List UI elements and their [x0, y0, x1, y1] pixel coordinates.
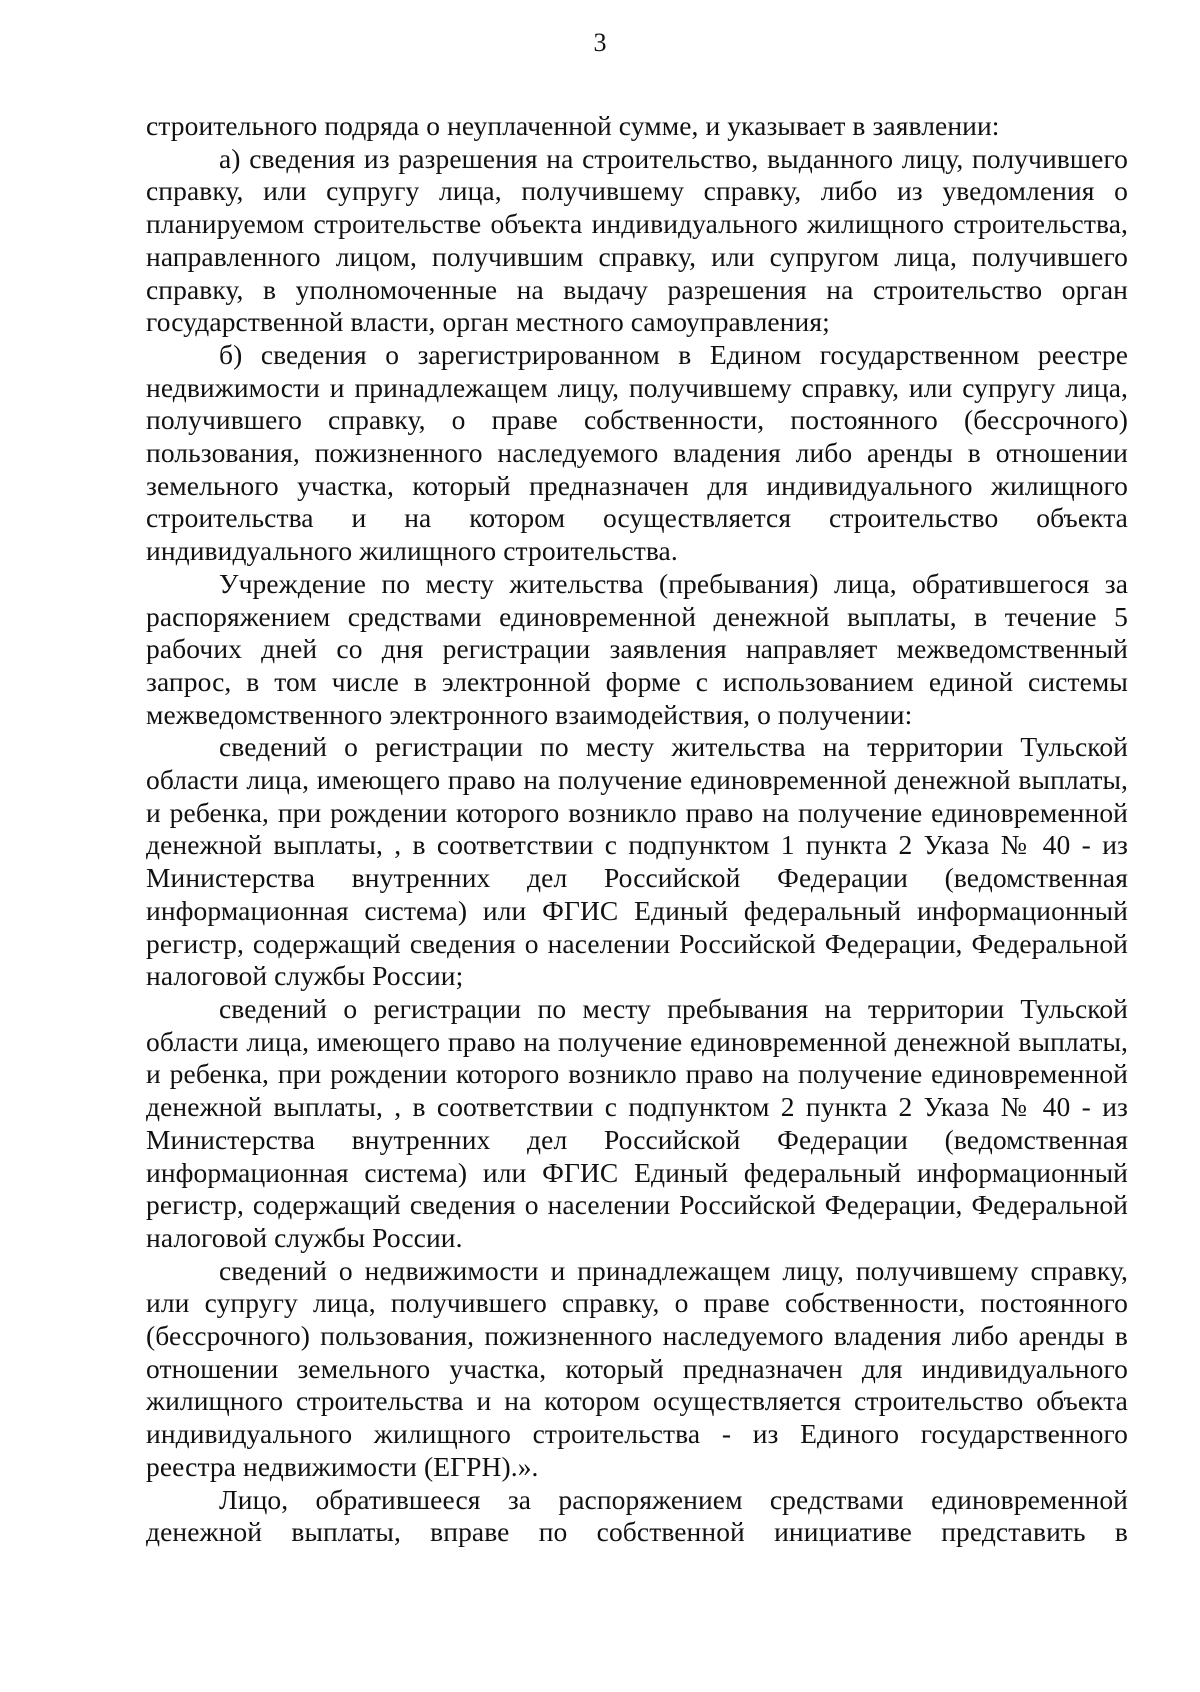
paragraph-item-a: а) сведения из разрешения на строительство, выданного лицу, получившего справку, или супругу лица, получившему справку, либо из уведомления о планируемом строительстве объекта индивидуального жилищного строительства, направленного лицом, получившим справку, или супругом лица, получившего справку, в уполномоченные на выдачу разрешения на строительство орган государственной власти, орган местного самоуправления;	[146, 142, 1128, 338]
paragraph-residence-registration: сведений о регистрации по месту жительства на территории Тульской области лица, имеющего право на получение единовременной денежной выплаты, и ребенка, при рождении которого возникло право на получение единовременной денежной выплаты, , в соответствии с подпунктом 1 пункта 2 Указа № 40 - из Министерства внутренних дел Российской Федерации (ведомственная информационная система) или ФГИС Единый федеральный информационный регистр, содержащий сведения о населении Российской Федерации, Федеральной налоговой службы России;	[146, 731, 1128, 992]
paragraph-own-initiative: Лицо, обратившееся за распоряжением средствами единовременной денежной выплаты, вправе по собственной инициативе представить в	[146, 1483, 1128, 1548]
paragraph-stay-registration: сведений о регистрации по месту пребывания на территории Тульской области лица, имеющего право на получение единовременной денежной выплаты, и ребенка, при рождении которого возникло право на получение единовременной денежной выплаты, , в соответствии с подпунктом 2 пункта 2 Указа № 40 - из Министерства внутренних дел Российской Федерации (ведомственная информационная система) или ФГИС Единый федеральный информационный регистр, содержащий сведения о населении Российской Федерации, Федеральной налоговой службы России.	[146, 992, 1128, 1253]
paragraph-institution-request: Учреждение по месту жительства (пребывания) лица, обратившегося за распоряжением средствами единовременной денежной выплаты, в течение 5 рабочих дней со дня регистрации заявления направляет межведомственный запрос, в том числе в электронной форме с использованием единой системы межведомственного электронного взаимодействия, о получении:	[146, 567, 1128, 730]
document-body	[146, 110, 1128, 1549]
paragraph-contract-sum: строительного подряда о неуплаченной сумме, и указывает в заявлении:	[146, 110, 1000, 141]
paragraph-real-estate: сведений о недвижимости и принадлежащем лицу, получившему справку, или супругу лица, получившего справку, о праве собственности, постоянного (бессрочного) пользования, пожизненного наследуемого владения либо аренды в отношении земельного участка, который предназначен для индивидуального жилищного строительства и на котором осуществляется строительство объекта индивидуального жилищного строительства - из Единого государственного реестра недвижимости (ЕГРН).».	[146, 1254, 1128, 1482]
page-number: 3	[593, 28, 607, 57]
paragraph-item-b: б) сведения о зарегистрированном в Едином государственном реестре недвижимости и принадлежащем лицу, получившему справку, или супругу лица, получившего справку, о праве собственности, постоянного (бессрочного) пользования, пожизненного наследуемого владения либо аренды в отношении земельного участка, который предназначен для индивидуального жилищного строительства и на котором осуществляется строительство объекта индивидуального жилищного строительства.	[146, 338, 1128, 567]
